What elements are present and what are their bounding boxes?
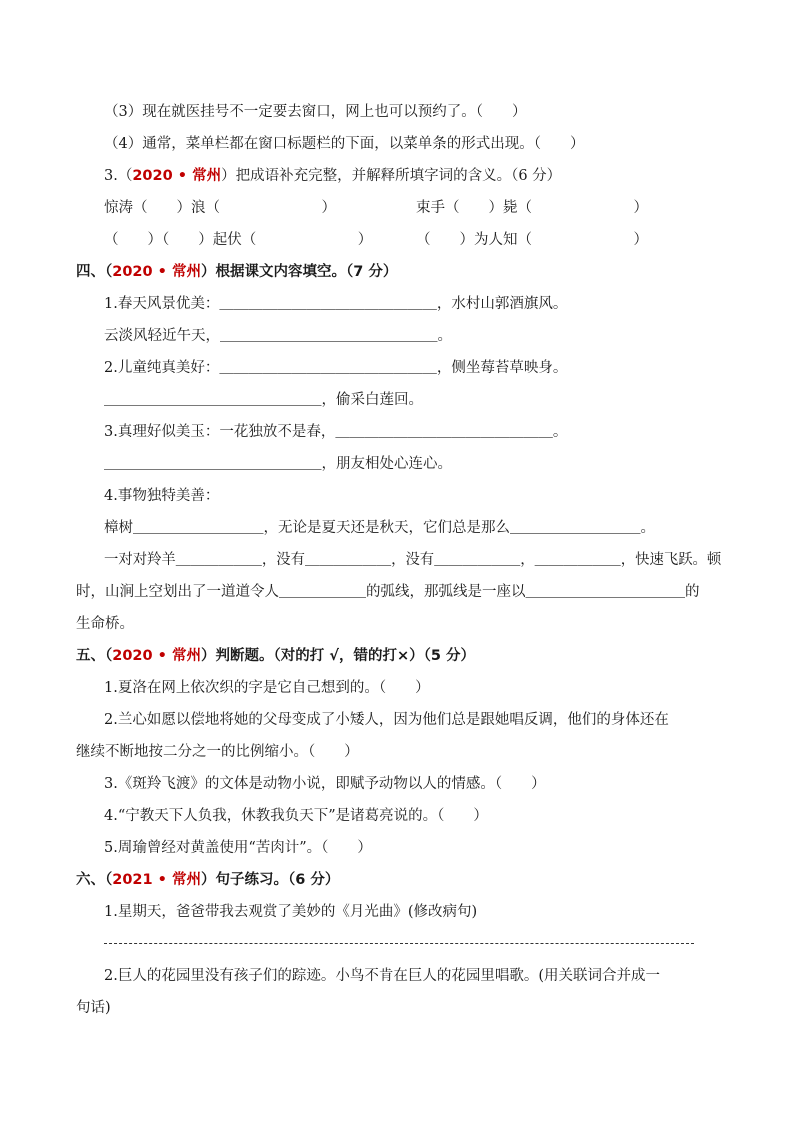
answer-line [104,943,694,944]
fill-line-1: 1.春天风景优美：＿＿＿＿＿＿＿＿＿＿＿＿＿＿＿，水村山郭酒旗风。 [104,296,568,312]
fill-line-3: 2.儿童纯真美好：＿＿＿＿＿＿＿＿＿＿＿＿＿＿＿，侧坐莓苔草映身。 [104,360,568,376]
sentence-question-2: 2.巨人的花园里没有孩子们的踪迹。小鸟不肯在巨人的花园里唱歌。(用关联词合并成一 [104,968,660,984]
idiom-blank-4: （ ）为人知（ ） [416,232,648,248]
sentence-question-2-cont: 句话) [76,1000,111,1016]
section-5-heading: 五、（2020 • 常州）判断题。（对的打 √，错的打×）（5 分） [76,648,475,664]
judge-line-3: 继续不断地按二分之一的比例缩小。（ ） [76,744,359,760]
source-tag: 2020 • 常州 [112,264,201,280]
idiom-row-2 [0,224,794,256]
judge-line-1: 1.夏洛在网上依次织的字是它自己想到的。（ ） [104,680,430,696]
fill-line-2: 云淡风轻近午天，＿＿＿＿＿＿＿＿＿＿＿＿＿＿＿。 [104,328,452,344]
sentence-question-1: 1.星期天，爸爸带我去观赏了美妙的《月光曲》(修改病句) [104,904,478,920]
judge-line-6: 5.周瑜曾经对黄盖使用“苦肉计”。（ ） [104,840,372,856]
section-4-heading: 四、（2020 • 常州）根据课文内容填空。（7 分） [76,264,398,280]
source-tag: 2020 • 常州 [132,168,222,184]
judge-item-3: （3）现在就医挂号不一定要去窗口，网上也可以预约了。（ ） [104,104,527,120]
fill-line-7: 4.事物独特美善： [104,488,220,504]
judge-item-4: （4）通常，菜单栏都在窗口标题栏的下面，以菜单条的形式出现。（ ） [104,136,585,152]
idiom-blank-3: （ ）（ ）起伏（ ） [104,232,373,248]
paragraph-line-1: 一对对羚羊＿＿＿＿＿＿，没有＿＿＿＿＿＿，没有＿＿＿＿＿＿，＿＿＿＿＿＿，快速飞跃。顿 [104,552,722,568]
fill-line-8: 樟树＿＿＿＿＿＿＿＿＿，无论是夏天还是秋天，它们总是那么＿＿＿＿＿＿＿＿＿。 [104,520,655,536]
question-3-heading: 3.（2020 • 常州）把成语补充完整，并解释所填字词的含义。（6 分） [104,168,562,184]
idiom-blank-2: 束手（ ）毙（ ） [416,200,648,216]
source-tag: 2020 • 常州 [112,648,201,664]
paragraph-line-2: 时，山涧上空划出了一道道令人＿＿＿＿＿＿的弧线，那弧线是一座以＿＿＿＿＿＿＿＿＿＿＿的 [76,584,700,600]
judge-line-4: 3.《斑羚飞渡》的文体是动物小说，即赋予动物以人的情感。（ ） [104,776,546,792]
judge-line-5: 4.“宁教天下人负我，休教我负天下”是诸葛亮说的。（ ） [104,808,488,824]
source-tag: 2021 • 常州 [112,872,201,888]
judge-line-2: 2.兰心如愿以偿地将她的父母变成了小矮人，因为他们总是跟她唱反调，他们的身体还在 [104,712,669,728]
section-6-heading: 六、（2021 • 常州）句子练习。（6 分） [76,872,340,888]
idiom-row-1 [0,192,794,224]
fill-line-4: ＿＿＿＿＿＿＿＿＿＿＿＿＿＿＿，偷采白莲回。 [104,392,423,408]
idiom-blank-1: 惊涛（ ）浪（ ） [104,200,336,216]
paragraph-line-3: 生命桥。 [76,616,134,632]
fill-line-6: ＿＿＿＿＿＿＿＿＿＿＿＿＿＿＿，朋友相处心连心。 [104,456,452,472]
fill-line-5: 3.真理好似美玉：一花独放不是春，＿＿＿＿＿＿＿＿＿＿＿＿＿＿＿。 [104,424,568,440]
